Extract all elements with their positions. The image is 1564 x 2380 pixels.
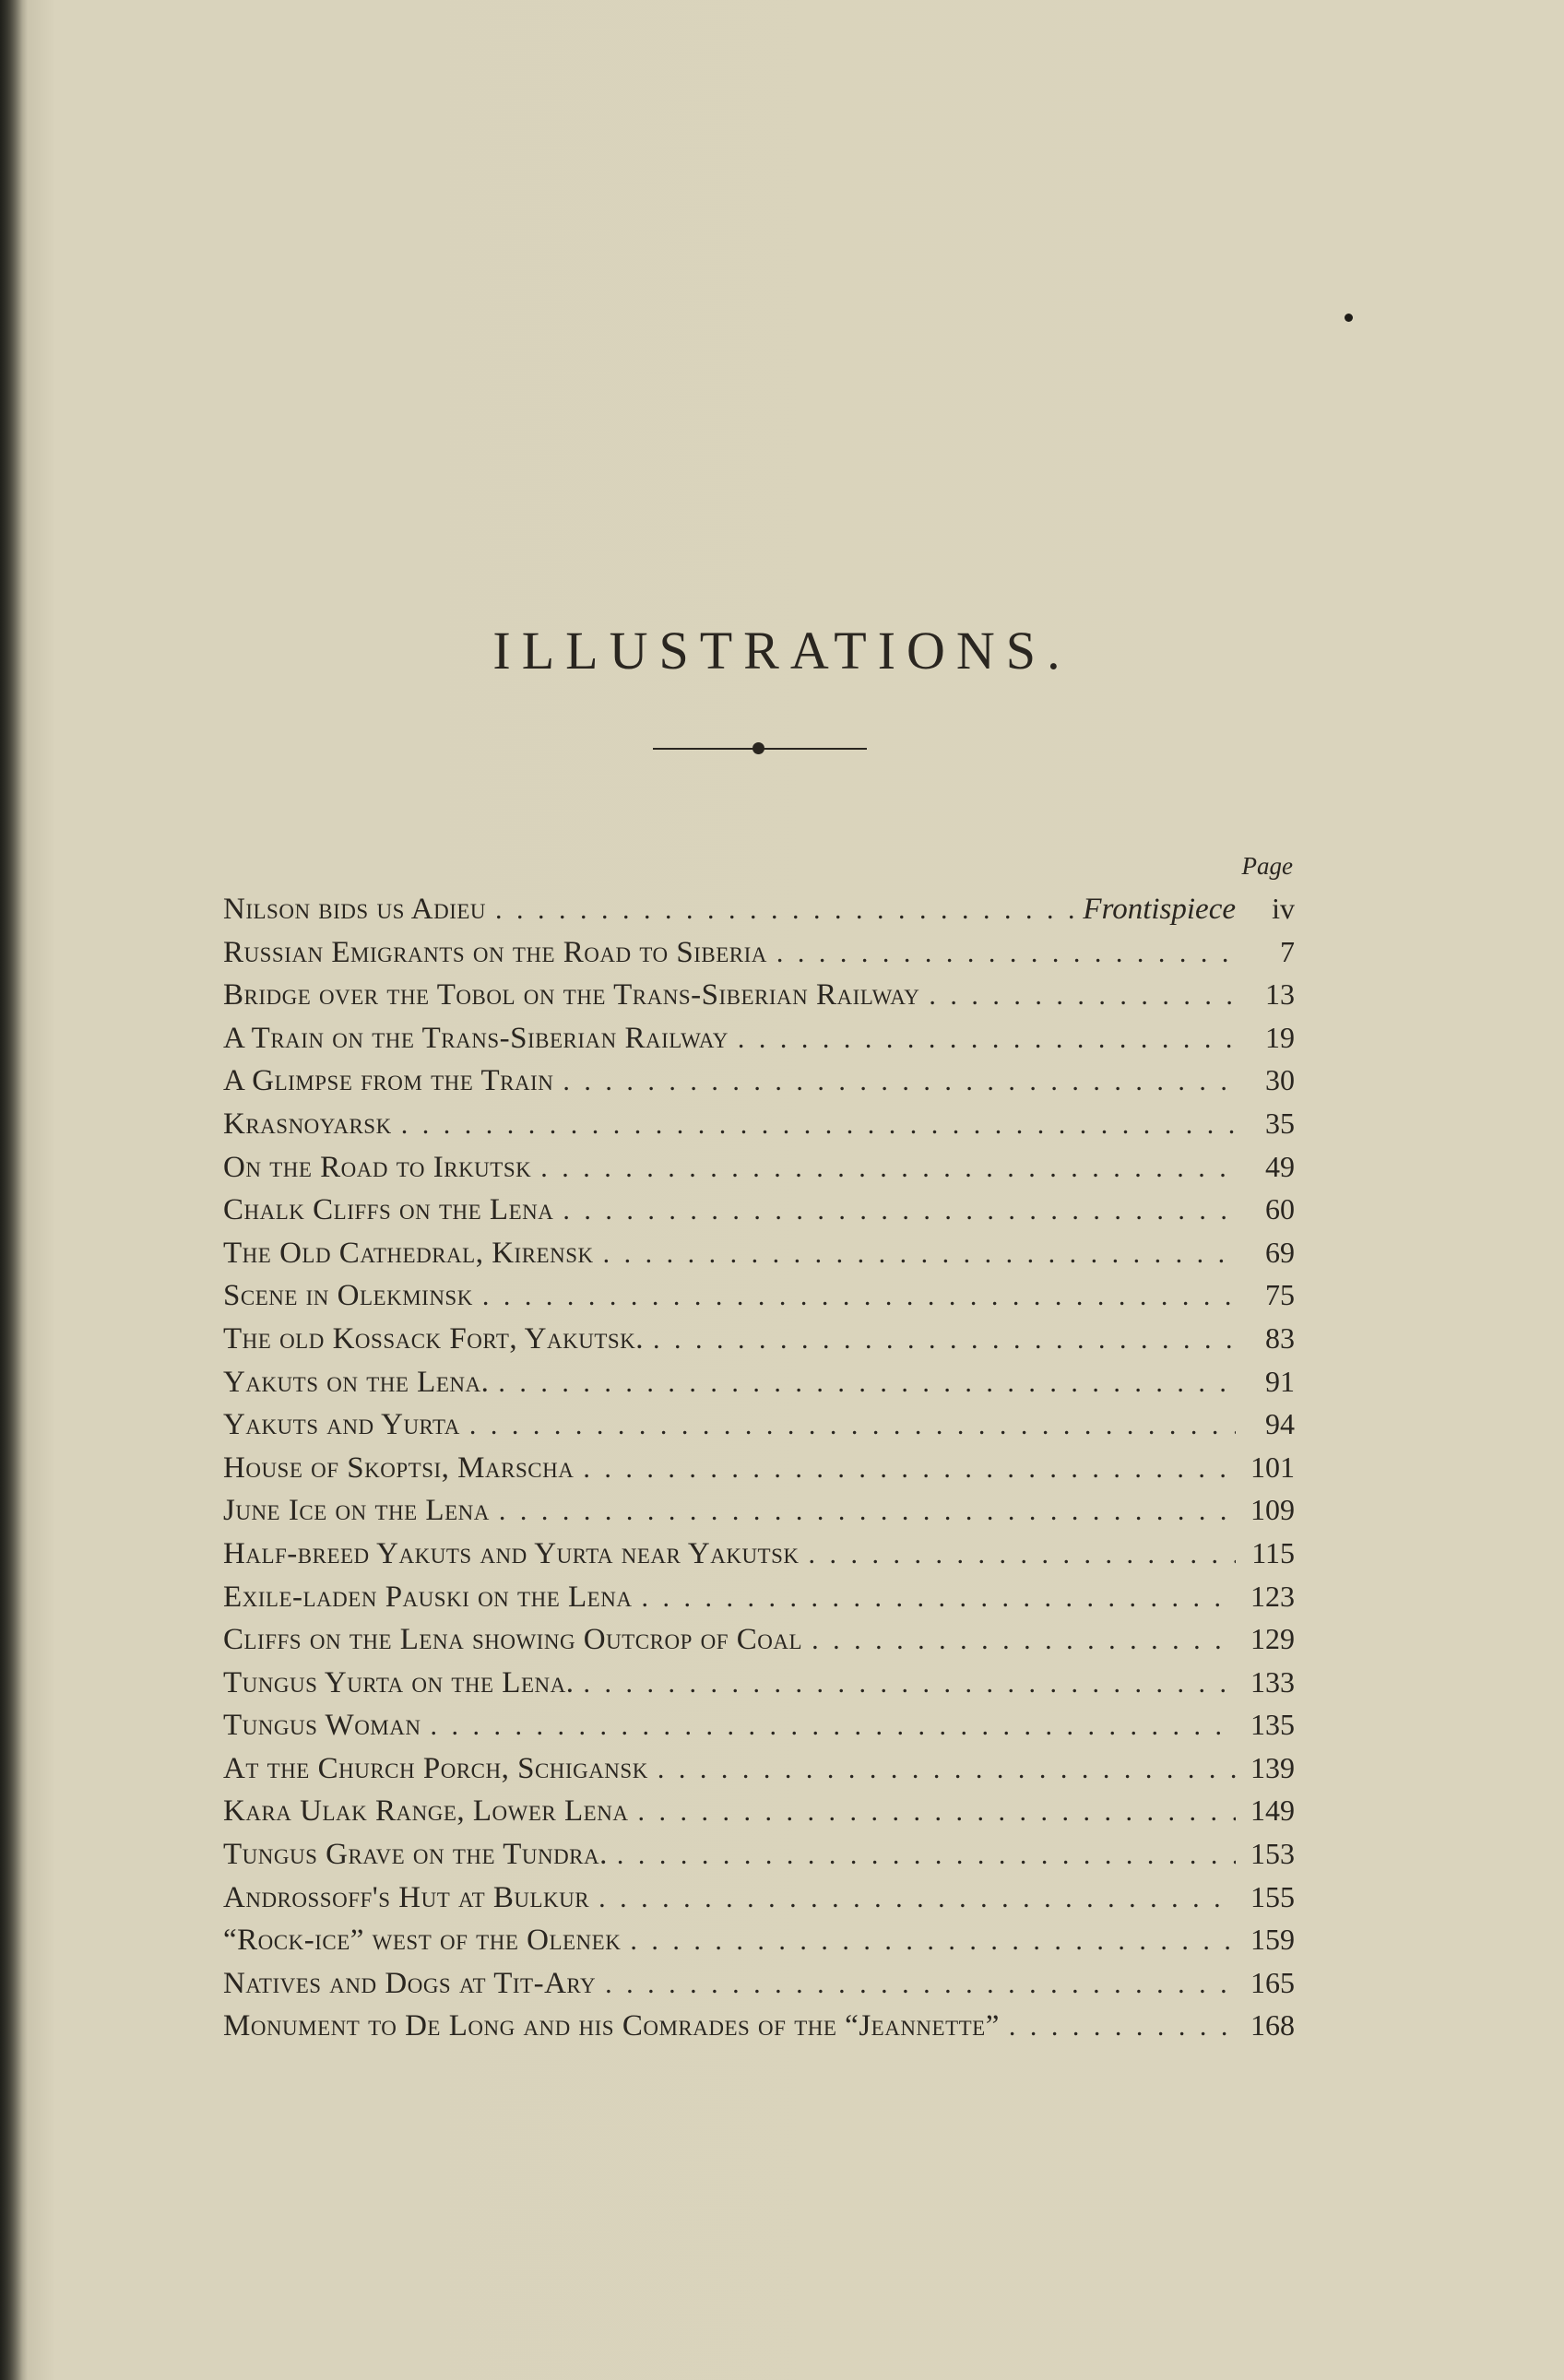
list-item <box>223 1789 1295 1832</box>
illustration-caption: Scene in Olekminsk <box>223 1279 473 1313</box>
list-item <box>223 1961 1295 2005</box>
dot-leader <box>575 1663 1237 1706</box>
page-number: 115 <box>1251 1535 1295 1569</box>
list-item <box>223 1188 1295 1231</box>
illustration-caption: Tungus Yurta on the Lena. <box>223 1665 575 1699</box>
list-item <box>223 1832 1295 1876</box>
illustration-caption: Half-breed Yakuts and Yurta near Yakutsk <box>223 1536 800 1570</box>
dot-leader <box>553 1190 1236 1233</box>
dot-leader <box>800 1533 1236 1577</box>
dot-leader <box>802 1619 1236 1663</box>
illustration-caption: Yakuts and Yurta <box>223 1408 460 1442</box>
list-item <box>223 1231 1295 1274</box>
illustration-caption: Androssoff's Hut at Bulkur <box>223 1880 590 1914</box>
dot-leader <box>628 1791 1236 1834</box>
list-item <box>223 1532 1295 1575</box>
illustration-caption: House of Skoptsi, Marscha <box>223 1450 575 1485</box>
illustration-caption: “Rock-ice” west of the Olenek <box>223 1924 622 1958</box>
illustration-caption: Tungus Grave on the Tundra. <box>223 1838 608 1872</box>
page-number: 60 <box>1265 1192 1295 1226</box>
illustration-caption: Chalk Cliffs on the Lena <box>223 1193 554 1227</box>
dot-leader <box>531 1147 1236 1190</box>
page-number: 75 <box>1265 1278 1295 1312</box>
illustration-caption: Yakuts on the Lena. <box>223 1365 490 1399</box>
page-number: 159 <box>1250 1923 1295 1957</box>
page-number: 19 <box>1265 1020 1295 1054</box>
illustrations-list <box>223 887 1295 2047</box>
ink-speck <box>1345 314 1353 322</box>
dot-leader <box>621 1920 1236 1963</box>
illustration-caption: A Glimpse from the Train <box>223 1064 554 1098</box>
page-number: 155 <box>1250 1879 1295 1913</box>
page-number: 35 <box>1265 1106 1295 1140</box>
page-number: 13 <box>1265 977 1295 1012</box>
illustration-caption: Cliffs on the Lena showing Outcrop of Coal <box>223 1623 803 1657</box>
list-item <box>223 1145 1295 1189</box>
page-number: 129 <box>1250 1622 1295 1656</box>
illustration-caption: Nilson bids us Adieu <box>223 893 487 926</box>
list-item <box>223 1273 1295 1317</box>
dot-leader <box>421 1705 1236 1748</box>
illustration-caption: Bridge over the Tobol on the Trans-Siberian Railway <box>223 978 920 1012</box>
dot-leader <box>1000 2006 1236 2049</box>
dot-leader <box>589 1877 1236 1921</box>
illustration-caption: Tungus Woman <box>223 1709 421 1743</box>
illustration-caption: June Ice on the Lena <box>223 1494 490 1528</box>
page-number: 101 <box>1250 1450 1295 1484</box>
page-number: iv <box>1272 892 1295 925</box>
dot-leader <box>632 1577 1236 1620</box>
dot-leader <box>594 1233 1236 1276</box>
list-item <box>223 1703 1295 1747</box>
illustration-caption: Russian Emigrants on the Road to Siberia <box>223 935 767 969</box>
illustration-caption: Natives and Dogs at Tit-Ary <box>223 1966 597 2000</box>
dot-leader <box>392 1104 1236 1147</box>
list-item <box>223 1661 1295 1704</box>
dot-leader <box>553 1060 1236 1104</box>
illustration-caption: The Old Cathedral, Kirensk <box>223 1236 594 1270</box>
list-item <box>223 1918 1295 1961</box>
list-item <box>223 930 1295 974</box>
page-number: 49 <box>1265 1149 1295 1183</box>
page-number: 109 <box>1250 1493 1295 1527</box>
dot-leader <box>460 1404 1236 1448</box>
illustration-note: Frontispiece <box>1083 893 1236 926</box>
dot-leader <box>574 1448 1236 1491</box>
page-number: 168 <box>1250 2008 1295 2043</box>
dot-leader <box>729 1018 1236 1061</box>
list-item <box>223 1747 1295 1790</box>
dot-leader <box>648 1748 1236 1792</box>
dot-leader <box>644 1319 1236 1362</box>
illustration-caption: Exile-laden Pauski on the Lena <box>223 1580 633 1614</box>
page-number: 123 <box>1250 1579 1295 1613</box>
page-number: 135 <box>1250 1708 1295 1742</box>
list-item <box>223 1102 1295 1145</box>
page-number: 149 <box>1250 1794 1295 1828</box>
ornament-dot <box>752 742 764 754</box>
list-item <box>223 1617 1295 1661</box>
title-ornament-rule <box>653 740 867 758</box>
dot-leader <box>486 889 1075 932</box>
dot-leader <box>490 1490 1236 1533</box>
page-number: 133 <box>1250 1664 1295 1699</box>
list-item <box>223 1876 1295 1919</box>
illustration-caption: At the Church Porch, Schigansk <box>223 1751 648 1785</box>
page-number: 94 <box>1265 1407 1295 1441</box>
page-column-header: Page <box>1241 852 1293 880</box>
dot-leader <box>596 1963 1236 2007</box>
list-item <box>223 1317 1295 1360</box>
list-item <box>223 1016 1295 1060</box>
list-item <box>223 1446 1295 1489</box>
page-number: 69 <box>1265 1235 1295 1269</box>
dot-leader <box>473 1275 1236 1319</box>
list-item <box>223 1403 1295 1446</box>
dot-leader <box>489 1362 1236 1405</box>
dot-leader <box>767 932 1236 976</box>
dot-leader <box>919 975 1236 1018</box>
spine-shadow <box>0 0 28 2380</box>
list-item <box>223 2004 1295 2047</box>
illustration-caption: Monument to De Long and his Comrades of the “Jeannette” <box>223 2009 1000 2043</box>
page-number: 91 <box>1265 1364 1295 1398</box>
page-number: 153 <box>1250 1837 1295 1871</box>
page-title: ILLUSTRATIONS. <box>492 621 1072 681</box>
illustration-caption: Krasnoyarsk <box>223 1107 392 1141</box>
page-number: 7 <box>1280 934 1295 968</box>
illustration-caption: Kara Ulak Range, Lower Lena <box>223 1794 629 1829</box>
page-number: 83 <box>1265 1320 1295 1355</box>
list-item <box>223 1575 1295 1618</box>
page-number: 139 <box>1250 1750 1295 1784</box>
list-item <box>223 1360 1295 1403</box>
illustration-caption: The old Kossack Fort, Yakutsk. <box>223 1321 645 1356</box>
dot-leader <box>608 1834 1236 1877</box>
page-number: 165 <box>1250 1965 1295 1999</box>
list-item <box>223 1488 1295 1532</box>
list-item <box>223 1059 1295 1102</box>
list-item <box>223 973 1295 1016</box>
page-number: 30 <box>1265 1063 1295 1097</box>
illustration-caption: A Train on the Trans-Siberian Railway <box>223 1021 729 1055</box>
illustration-caption: On the Road to Irkutsk <box>223 1150 532 1184</box>
list-item <box>223 887 1295 930</box>
